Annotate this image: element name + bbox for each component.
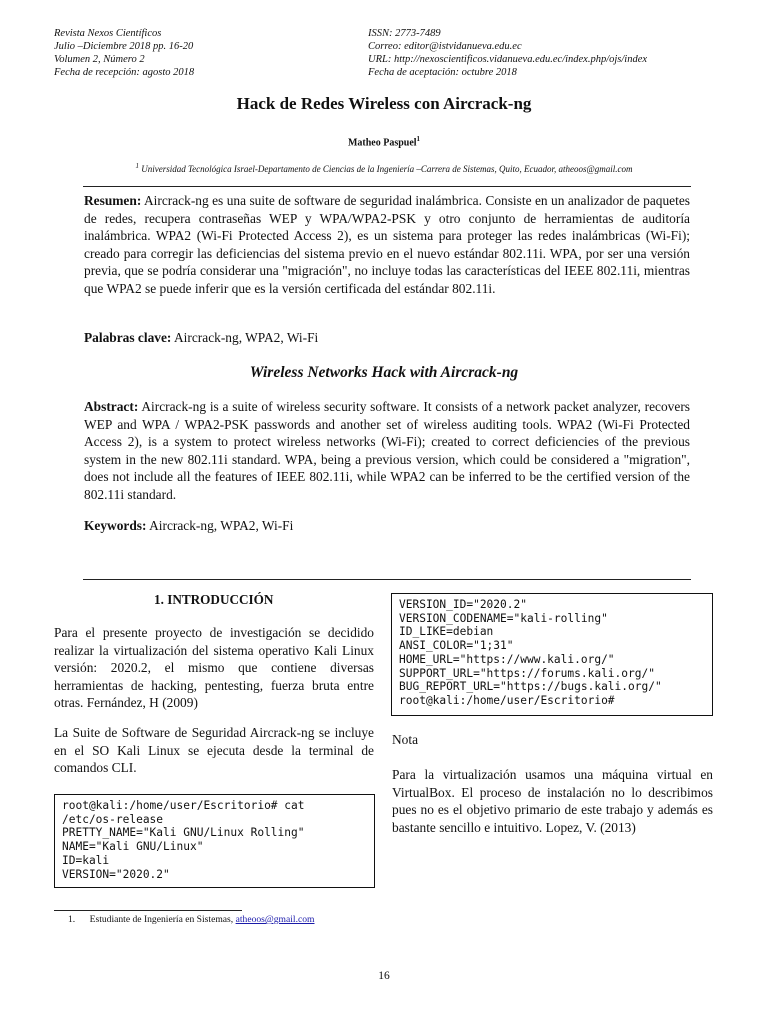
journal-volume: Volumen 2, Número 2 (54, 54, 145, 65)
footnote-divider (54, 910, 242, 911)
affiliation-text: Universidad Tecnológica Israel-Departamento de Ciencias de la Ingeniería –Carrera de Sistemas, Quito, Ecuador, atheoos@gmail.com (141, 164, 633, 174)
abstract-text: Aircrack-ng is a suite of wireless security software. It consists of a network packet analyzer, recovers WEP and WPA / WPA2-PSK passwords and another set of wireless auditing tools. WPA2 (Wi-Fi Protected Access 2), is a system to protect wireless networks (Wi-Fi); created to correct deficiencies of the previous system in the new 802.11i standard. WPA, being a previous version, which could be considered a "migration", does not include all the features of IEEE 802.11i, while WPA2 can be inferred to be the certified version of the 802.11i standard. (84, 399, 690, 502)
issn: ISSN: 2773-7489 (368, 28, 441, 39)
intro-paragraph-2: La Suite de Software de Seguridad Aircrack-ng se incluye en el SO Kali Linux se ejecuta desde la terminal de comandos CLI. (54, 725, 374, 775)
resumen-paragraph (84, 192, 690, 298)
journal-period: Julio –Diciembre 2018 pp. 16-20 (54, 41, 194, 52)
top-divider (83, 186, 691, 187)
keywords-text: Aircrack-ng, WPA2, Wi-Fi (146, 518, 294, 533)
palabras-clave (84, 329, 690, 347)
palabras-clave-text: Aircrack-ng, WPA2, Wi-Fi (171, 330, 319, 345)
resumen-label: Resumen: (84, 193, 142, 208)
affiliation-mark: 1 (135, 162, 139, 170)
keywords (84, 517, 690, 535)
journal-header-right (368, 27, 647, 79)
page-number: 16 (378, 970, 390, 982)
abstract-label: Abstract: (84, 399, 139, 414)
palabras-clave-label: Palabras clave: (84, 330, 172, 345)
english-title: Wireless Networks Hack with Aircrack-ng (249, 364, 519, 381)
affiliation (0, 162, 768, 174)
footnote-email-link[interactable]: atheoos@gmail.com (235, 914, 315, 925)
author-name: Matheo Paspuel (347, 137, 417, 149)
footnote-text: Estudiante de Ingeniería en Sistemas, (89, 914, 236, 925)
abstract-paragraph (84, 398, 690, 504)
journal-name: Revista Nexos Científicos (54, 28, 162, 39)
section-heading: 1. INTRODUCCIÓN (154, 592, 274, 607)
reception-date: Fecha de recepción: agosto 2018 (54, 67, 195, 78)
author-mark: 1 (416, 135, 421, 143)
keywords-label: Keywords: (84, 518, 147, 533)
virtualization-paragraph: Para la virtualización usamos una máquina virtual en VirtualBox. El proceso de instalación no lo describimos pues no es el objetivo primario de este trabajo y además es bastante sencillo e intuitivo. Lopez, V. (2013) (392, 767, 713, 835)
journal-header-left (54, 27, 194, 79)
editor-email: Correo: editor@istvidanueva.edu.ec (368, 41, 522, 52)
code-block-os-release-cont: VERSION_ID="2020.2" VERSION_CODENAME="kali-rolling" ID_LIKE=debian ANSI_COLOR="1;31" HOME_URL="https://www.kali.org/" SUPPORT_URL="https://forums.kali.org/" BUG_REPORT_URL="https://bugs.kali.org/" root@kali:/home/user/Escritorio# (391, 593, 713, 716)
nota-label: Nota (392, 732, 419, 747)
author (0, 135, 768, 148)
code-block-os-release: root@kali:/home/user/Escritorio# cat /etc/os-release PRETTY_NAME="Kali GNU/Linux Rolling" NAME="Kali GNU/Linux" ID=kali VERSION="2020.2" (54, 794, 375, 888)
footnote-number: 1. (68, 914, 76, 925)
acceptance-date: Fecha de aceptación: octubre 2018 (368, 67, 517, 78)
journal-url: URL: http://nexoscientificos.vidanueva.edu.ec/index.php/ojs/index (368, 54, 648, 65)
resumen-text: Aircrack-ng es una suite de software de seguridad inalámbrica. Consiste en un analizador de paquetes de redes, recupera contraseñas WEP y WPA/WPA2-PSK y otro conjunto de herramientas de auditoría inalámbrica. WPA2 (Wi-Fi Protected Access 2), es un sistema para proteger las redes inalámbricas (Wi-Fi); creado para corregir las deficiencias del sistema previo en el nuevo estándar 802.11i. WPA, por ser una versión previa, que se podría considerar una "migración", no incluye todas las características del IEEE 802.11i, mientras que WPA2 se puede inferir que es la versión certificada del estándar 802.11i. (84, 193, 690, 296)
intro-paragraph-1: Para el presente proyecto de investigación se decidido realizar la virtualización del sistema operativo Kali Linux versión: 2020.2, el mismo que contiene diversas herramientas de hacking, pentesting, fuerza bruta entre otras. Fernández, H (2009) (54, 625, 374, 710)
footnote (68, 914, 315, 925)
paper-title: Hack de Redes Wireless con Aircrack-ng (236, 94, 532, 113)
section-divider (83, 579, 691, 580)
